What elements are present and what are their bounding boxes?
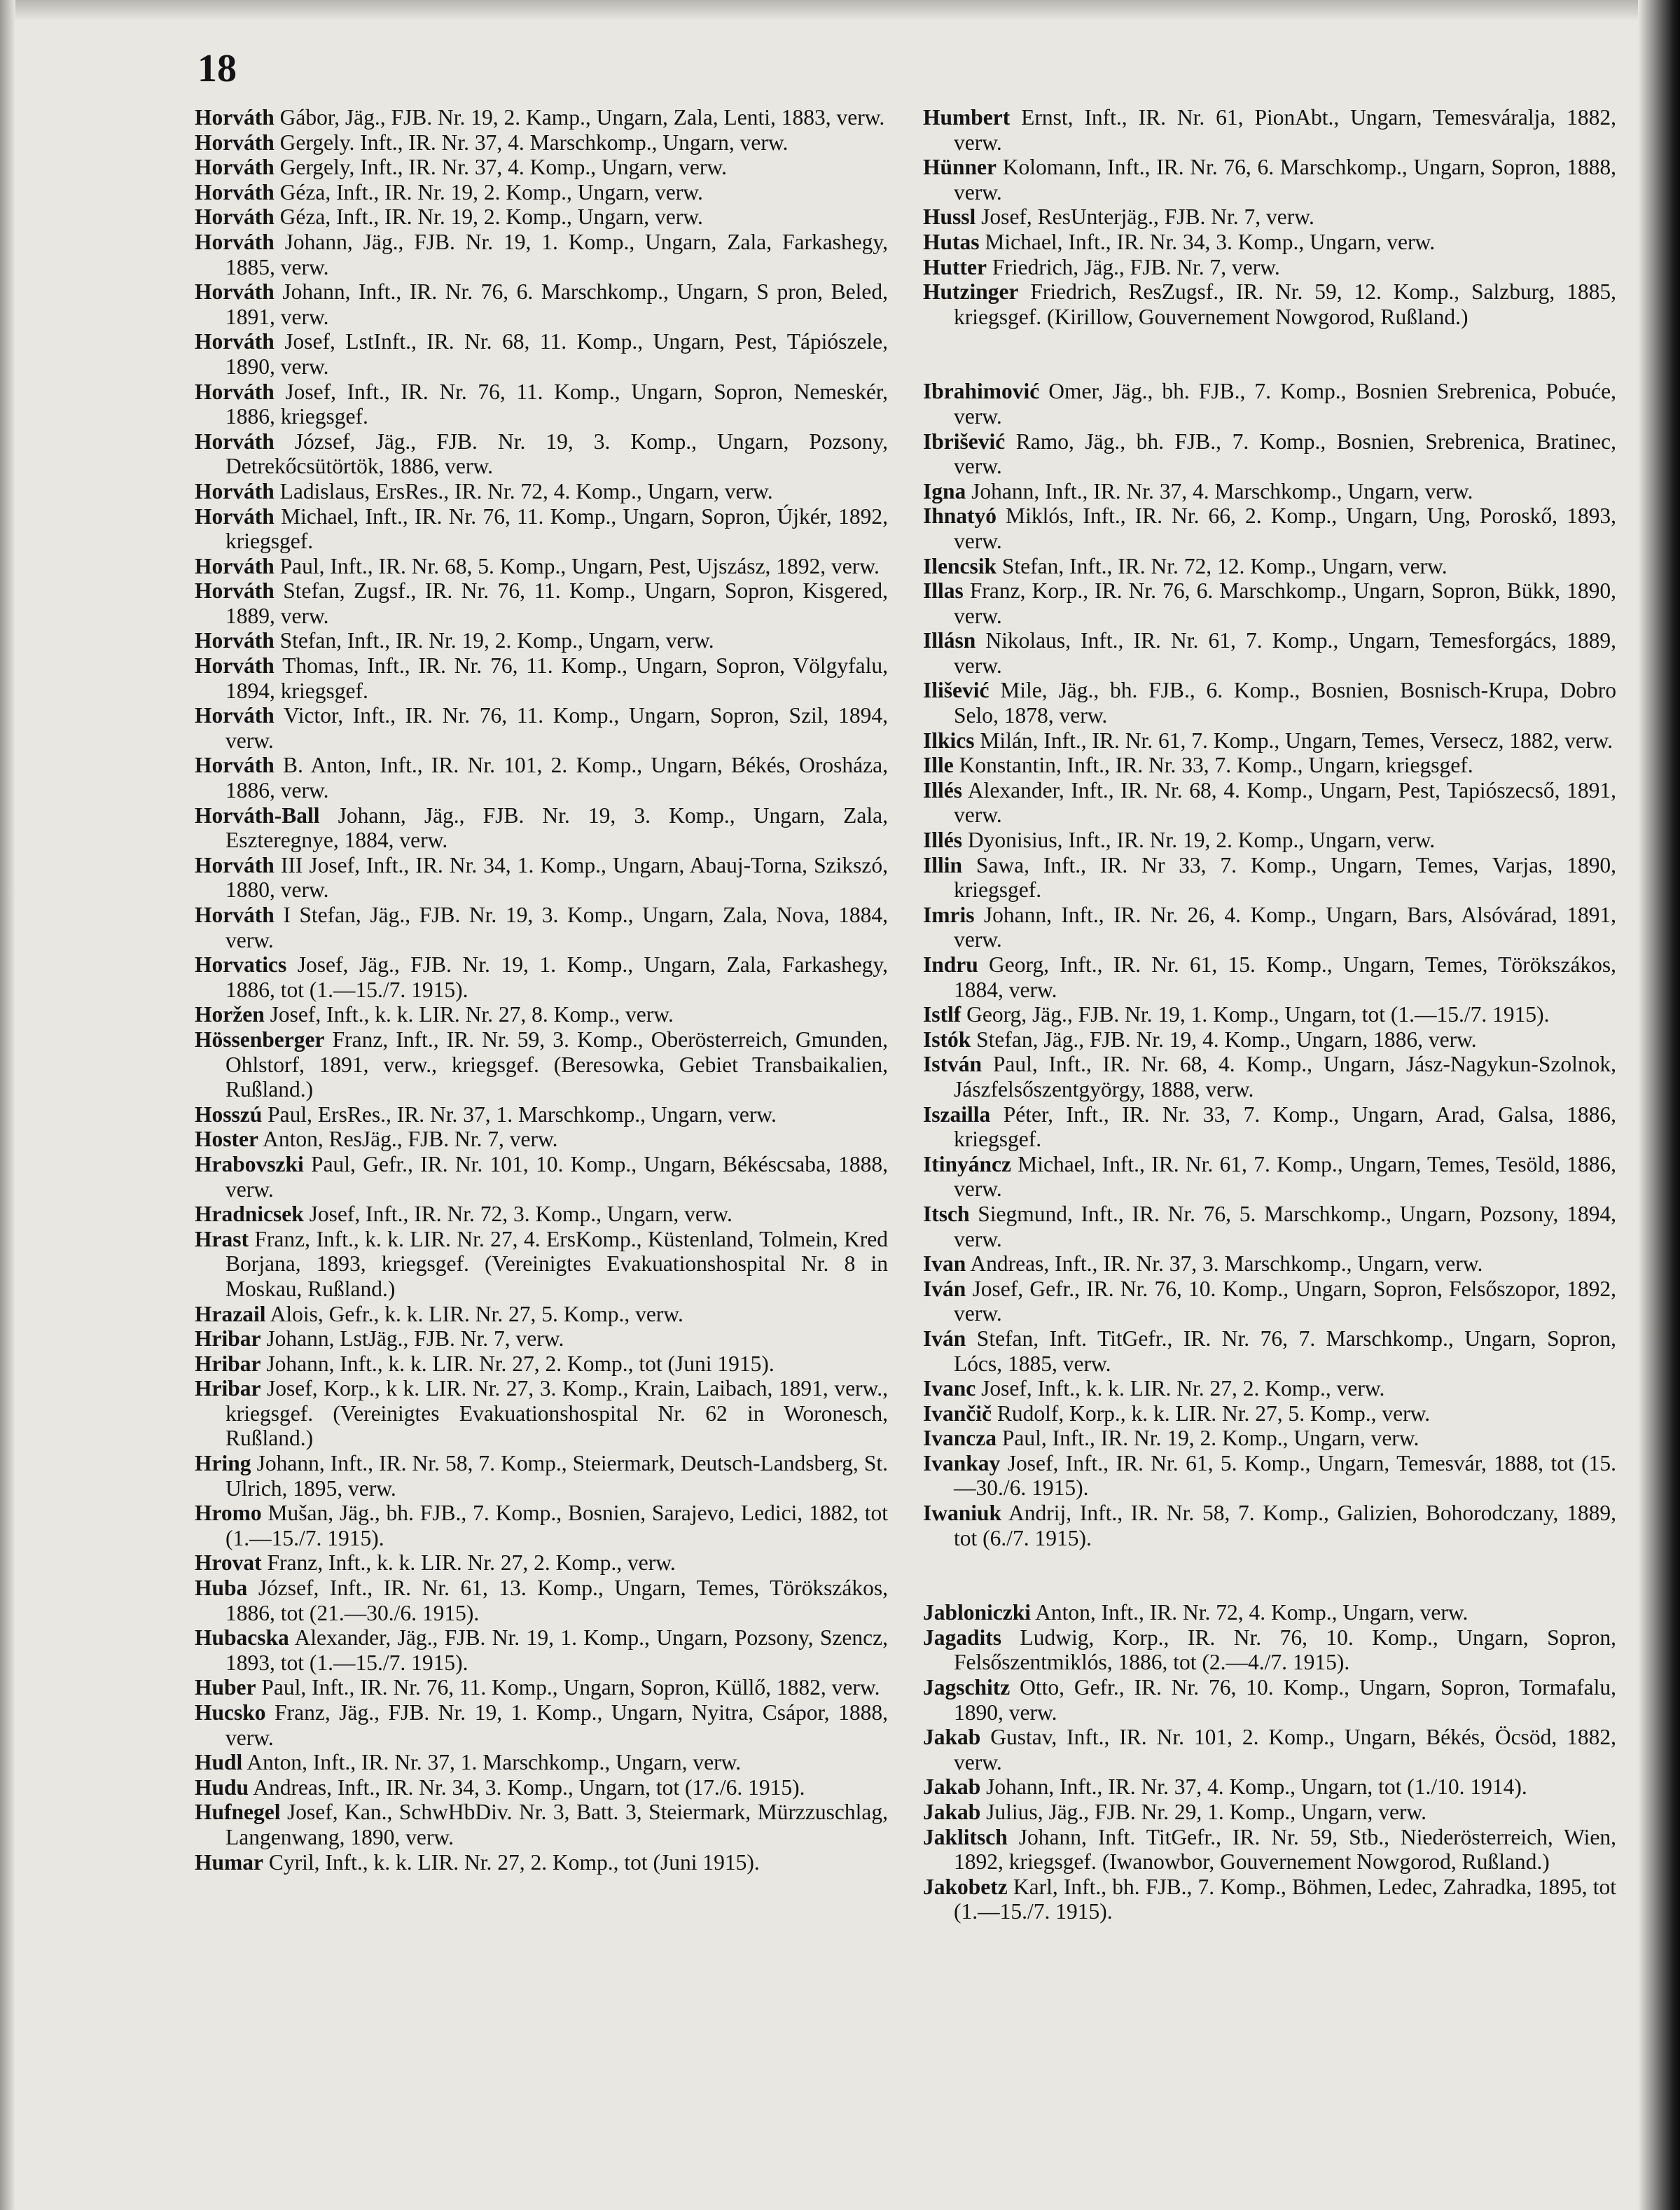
list-entry: [195, 380, 888, 429]
entry-details: Friedrich, ResZugsf., IR. Nr. 59, 12. Komp., Salzburg, 1885, kriegsgef. (Kirillow, Gouvernement Nowgorod, Rußland.): [954, 279, 1616, 329]
list-entry: [923, 279, 1616, 329]
section-gap: [923, 329, 1616, 379]
list-entry: [195, 578, 888, 628]
list-entry: [923, 1875, 1616, 1924]
list-entry: [923, 1326, 1616, 1376]
entry-surname: Iszailla: [923, 1101, 991, 1127]
list-entry: [923, 479, 1616, 504]
list-entry: [195, 1102, 888, 1127]
list-entry: [195, 753, 888, 802]
entry-surname: Ivan: [923, 1251, 966, 1277]
entry-details: Johann, Inft. TitGefr., IR. Nr. 59, Stb., Niederösterreich, Wien, 1892, kriegsgef. (Iwanowbor, Gouvernement Nowgorod, Rußland.): [954, 1824, 1616, 1875]
entry-details: Michael, Inft., IR. Nr. 34, 3. Komp., Ungarn, verw.: [979, 229, 1436, 254]
entry-details: Victor, Inft., IR. Nr. 76, 11. Komp., Ungarn, Sopron, Szil, 1894, verw.: [225, 703, 888, 753]
entry-details: Ladislaus, ErsRes., IR. Nr. 72, 4. Komp., Ungarn, verw.: [274, 478, 773, 503]
list-entry: [923, 1675, 1616, 1725]
entry-surname: Ibrišević: [923, 429, 1006, 454]
list-entry: [195, 628, 888, 653]
list-entry: [195, 504, 888, 554]
entry-details: Péter, Inft., IR. Nr. 33, 7. Komp., Ungarn, Arad, Galsa, 1886, kriegsgef.: [954, 1101, 1616, 1152]
entry-details: Paul, ErsRes., IR. Nr. 37, 1. Marschkomp., Ungarn, verw.: [262, 1101, 777, 1127]
entry-surname: Hössenberger: [195, 1027, 325, 1052]
entry-details: Karl, Inft., bh. FJB., 7. Komp., Böhmen, Ledec, Zahradka, 1895, tot (1.—15./7. 1915).: [954, 1874, 1616, 1924]
list-entry: [195, 653, 888, 703]
scan-shadow-right: [1638, 0, 1680, 2210]
entry-details: Franz, Jäg., FJB. Nr. 19, 1. Komp., Ungarn, Nyitra, Csápor, 1888, verw.: [225, 1700, 888, 1750]
list-entry: [923, 204, 1616, 230]
list-entry: [923, 1426, 1616, 1451]
entry-details: Mile, Jäg., bh. FJB., 6. Komp., Bosnien, Bosnisch-Krupa, Dobro Selo, 1878, verw.: [954, 678, 1616, 728]
list-entry: [195, 204, 888, 230]
entry-surname: Humbert: [923, 105, 1011, 130]
entry-details: Gábor, Jäg., FJB. Nr. 19, 2. Kamp., Ungarn, Zala, Lenti, 1883, verw.: [274, 105, 885, 130]
list-entry: [195, 130, 888, 155]
entry-details: Omer, Jäg., bh. FJB., 7. Komp., Bosnien Srebrenica, Pobuće, verw.: [954, 379, 1616, 429]
entry-surname: Horváth: [195, 105, 275, 130]
list-entry: [195, 703, 888, 753]
entry-details: Alexander, Inft., IR. Nr. 68, 4. Komp., Ungarn, Pest, Tapiószecső, 1891, verw.: [954, 777, 1616, 828]
list-entry: [923, 155, 1616, 204]
page-number: 18: [197, 47, 237, 90]
entry-surname: Horváth: [195, 553, 275, 578]
entry-details: József, Jäg., FJB. Nr. 19, 3. Komp., Ungarn, Pozsony, Detrekőcsütörtök, 1886, verw.: [225, 429, 888, 479]
entry-surname: Hosszú: [195, 1101, 263, 1127]
entry-details: B. Anton, Inft., IR. Nr. 101, 2. Komp., Ungarn, Békés, Orosháza, 1886, verw.: [225, 753, 888, 803]
entry-details: Johann, Inft., k. k. LIR. Nr. 27, 2. Komp., tot (Juni 1915).: [261, 1351, 775, 1376]
entry-details: Paul, Inft., IR. Nr. 68, 4. Komp., Ungarn, Jász-Nagykun-Szolnok, Jászfelsőszentgyörgy, 1888, verw.: [954, 1052, 1616, 1101]
entry-details: Franz, Inft., IR. Nr. 59, 3. Komp., Oberösterreich, Gmunden, Ohlstorf, 1891, verw., kriegsgef. (Beresowka, Gebiet Transbaikalien, Rußland.): [225, 1027, 888, 1102]
entry-surname: Horváth: [195, 279, 275, 305]
list-entry: [195, 230, 888, 279]
entry-surname: Horváth: [195, 628, 275, 653]
scan-shadow-left: [0, 0, 15, 2210]
entry-surname: Hudl: [195, 1750, 243, 1775]
list-entry: [195, 1775, 888, 1800]
entry-surname: Horváth: [195, 179, 275, 204]
entry-details: Johann, Inft., IR. Nr. 76, 6. Marschkomp., Ungarn, S pron, Beled, 1891, verw.: [225, 279, 888, 329]
list-entry: [195, 1625, 888, 1675]
entry-details: Miklós, Inft., IR. Nr. 66, 2. Komp., Ungarn, Ung, Poroskő, 1893, verw.: [954, 503, 1616, 553]
entry-surname: Huber: [195, 1675, 256, 1700]
entry-details: Stefan, Zugsf., IR. Nr. 76, 11. Komp., Ungarn, Sopron, Kisgered, 1889, verw.: [225, 578, 888, 628]
entry-details: Paul, Inft., IR. Nr. 19, 2. Komp., Ungarn, verw.: [997, 1426, 1419, 1451]
entry-surname: István: [923, 1052, 983, 1077]
list-entry: [923, 1774, 1616, 1800]
list-entry: [195, 1227, 888, 1302]
entry-details: Josef, Jäg., FJB. Nr. 19, 1. Komp., Ungarn, Zala, Farkashegy, 1886, tot (1.—15./7. 1915).: [225, 952, 888, 1002]
list-entry: [195, 1850, 888, 1875]
entry-details: Josef, Inft., k. k. LIR. Nr. 27, 2. Komp., verw.: [976, 1376, 1385, 1401]
entry-surname: Hrovat: [195, 1550, 262, 1576]
list-entry: [195, 1700, 888, 1750]
entry-details: Michael, Inft., IR. Nr. 61, 7. Komp., Ungarn, Temes, Tesöld, 1886, verw.: [954, 1151, 1616, 1202]
list-entry: [923, 1202, 1616, 1251]
entry-surname: Horžen: [195, 1002, 265, 1027]
entry-surname: Hutzinger: [923, 279, 1019, 305]
list-entry: [923, 728, 1616, 753]
list-entry: [923, 503, 1616, 553]
entry-details: Dyonisius, Inft., IR. Nr. 19, 2. Komp., Ungarn, verw.: [962, 828, 1436, 853]
entry-details: Georg, Jäg., FJB. Nr. 19, 1. Komp., Ungarn, tot (1.—15./7. 1915).: [961, 1002, 1550, 1027]
entry-surname: Horváth: [195, 753, 275, 778]
entry-details: Stefan, Inft. TitGefr., IR. Nr. 76, 7. Marschkomp., Ungarn, Sopron, Lócs, 1885, verw.: [954, 1326, 1616, 1376]
entry-surname: Hrabovszki: [195, 1151, 304, 1176]
entry-surname: Istók: [923, 1027, 971, 1052]
entry-surname: Ivanc: [923, 1376, 976, 1401]
list-entry: [195, 1002, 888, 1027]
list-entry: [923, 1625, 1616, 1675]
entry-surname: Ivankay: [923, 1450, 1001, 1475]
entry-details: Johann, Jäg., FJB. Nr. 19, 3. Komp., Ungarn, Zala, Eszteregnye, 1884, verw.: [225, 802, 888, 853]
entry-details: Franz, Inft., k. k. LIR. Nr. 27, 2. Komp., verw.: [261, 1550, 676, 1576]
list-entry: [923, 1825, 1616, 1875]
entry-details: Gergely. Inft., IR. Nr. 37, 4. Marschkomp., Ungarn, verw.: [274, 130, 789, 155]
entry-surname: Imris: [923, 902, 975, 927]
entry-details: Andreas, Inft., IR. Nr. 34, 3. Komp., Ungarn, tot (17./6. 1915).: [249, 1774, 805, 1800]
entry-details: Josef, Inft., IR. Nr. 61, 5. Komp., Ungarn, Temesvár, 1888, tot (15.—30./6. 1915).: [954, 1450, 1616, 1501]
list-entry: [923, 1451, 1616, 1501]
entry-surname: Horváth-Ball: [195, 802, 320, 828]
left-column: [195, 105, 888, 1875]
entry-surname: Ihnatyó: [923, 503, 997, 529]
entry-surname: Ivancza: [923, 1426, 997, 1451]
entry-details: Ernst, Inft., IR. Nr. 61, PionAbt., Ungarn, Temesváralja, 1882, verw.: [954, 105, 1616, 155]
list-entry: [195, 1302, 888, 1327]
entry-surname: Ilišević: [923, 678, 990, 703]
entry-surname: Hucsko: [195, 1700, 266, 1725]
entry-surname: Ivančič: [923, 1401, 992, 1426]
entry-details: Josef, LstInft., IR. Nr. 68, 11. Komp., Ungarn, Pest, Tápiószele, 1890, verw.: [225, 329, 888, 379]
entry-surname: Humar: [195, 1849, 263, 1875]
entry-surname: Istlf: [923, 1002, 962, 1027]
entry-surname: Ille: [923, 753, 954, 778]
entry-surname: Illásn: [923, 628, 976, 653]
entry-surname: Horváth: [195, 429, 275, 454]
list-entry: [923, 628, 1616, 678]
list-entry: [923, 828, 1616, 853]
list-entry: [923, 578, 1616, 628]
entry-surname: Jakobetz: [923, 1874, 1008, 1899]
entry-details: Anton, ResJäg., FJB. Nr. 7, verw.: [258, 1127, 558, 1152]
entry-surname: Iwaniuk: [923, 1501, 1002, 1526]
entry-surname: Hutas: [923, 229, 980, 254]
entry-details: Cyril, Inft., k. k. LIR. Nr. 27, 2. Komp., tot (Juni 1915).: [263, 1849, 760, 1875]
list-entry: [923, 1501, 1616, 1550]
list-entry: [923, 379, 1616, 429]
list-entry: [923, 255, 1616, 280]
entry-surname: Hudu: [195, 1774, 249, 1800]
list-entry: [923, 429, 1616, 479]
entry-surname: Huba: [195, 1576, 248, 1601]
entry-details: Otto, Gefr., IR. Nr. 76, 10. Komp., Ungarn, Sopron, Tormafalu, 1890, verw.: [954, 1675, 1616, 1725]
entry-surname: Hutter: [923, 254, 987, 279]
list-entry: [195, 1376, 888, 1451]
list-entry: [195, 279, 888, 329]
list-entry: [923, 1800, 1616, 1825]
list-entry: [195, 803, 888, 853]
entry-details: Ludwig, Korp., IR. Nr. 76, 10. Komp., Ungarn, Sopron, Felsőszentmiklós, 1886, tot (2.—4./7. 1915).: [954, 1625, 1616, 1675]
entry-surname: Jagschitz: [923, 1675, 1011, 1700]
list-entry: [195, 1127, 888, 1152]
entry-surname: Horvatics: [195, 952, 287, 978]
entry-details: Johann, Inft., IR. Nr. 26, 4. Komp., Ungarn, Bars, Alsóvárad, 1891, verw.: [954, 902, 1616, 952]
entry-details: József, Inft., IR. Nr. 61, 13. Komp., Ungarn, Temes, Törökszákos, 1886, tot (21.—30./6. 1915).: [225, 1576, 888, 1625]
entry-surname: Jakab: [923, 1725, 981, 1750]
entry-surname: Horváth: [195, 379, 275, 404]
list-entry: [195, 952, 888, 1002]
entry-details: Konstantin, Inft., IR. Nr. 33, 7. Komp., Ungarn, kriegsgef.: [953, 753, 1473, 778]
list-entry: [195, 1800, 888, 1849]
entry-details: Mušan, Jäg., bh. FJB., 7. Komp., Bosnien, Sarajevo, Ledici, 1882, tot (1.—15./7. 1915).: [225, 1501, 888, 1550]
entry-surname: Hring: [195, 1451, 251, 1476]
entry-details: Milán, Inft., IR. Nr. 61, 7. Komp., Ungarn, Temes, Versecz, 1882, verw.: [974, 728, 1613, 753]
entry-surname: Jaklitsch: [923, 1824, 1008, 1849]
entry-details: Josef, Korp., k k. LIR. Nr. 27, 3. Komp., Krain, Laibach, 1891, verw., kriegsgef. (Vereinigtes Evakuationshospital Nr. 62 in Woronesch, Rußland.): [225, 1376, 888, 1451]
entry-surname: Indru: [923, 952, 978, 977]
entry-details: Kolomann, Inft., IR. Nr. 76, 6. Marschkomp., Ungarn, Sopron, 1888, verw.: [954, 155, 1616, 204]
scan-shadow-top: [0, 0, 1680, 21]
entry-surname: Horváth: [195, 130, 275, 155]
list-entry: [923, 952, 1616, 1002]
entry-surname: Jakab: [923, 1800, 981, 1824]
entry-surname: Itsch: [923, 1201, 970, 1226]
entry-surname: Hussl: [923, 204, 976, 230]
list-entry: [923, 1002, 1616, 1027]
entry-surname: Horváth: [195, 478, 275, 503]
list-entry: [195, 903, 888, 952]
entry-details: Josef, Inft., IR. Nr. 76, 11. Komp., Ungarn, Sopron, Nemeskér, 1886, kriegsgef.: [225, 379, 888, 429]
entry-surname: Jakab: [923, 1774, 981, 1800]
entry-surname: Itinyáncz: [923, 1151, 1011, 1176]
entry-surname: Horváth: [195, 852, 275, 877]
entry-surname: Hribar: [195, 1376, 261, 1401]
entry-surname: Ibrahimović: [923, 379, 1040, 404]
entry-details: Anton, Inft., IR. Nr. 37, 1. Marschkomp., Ungarn, verw.: [242, 1750, 742, 1775]
entry-details: Johann, Inft., IR. Nr. 37, 4. Marschkomp., Ungarn, verw.: [966, 478, 1473, 503]
entry-details: Josef, Inft., k. k. LIR. Nr. 27, 8. Komp., verw.: [264, 1002, 674, 1027]
entry-surname: Illas: [923, 578, 964, 604]
list-entry: [923, 1277, 1616, 1326]
list-entry: [923, 678, 1616, 728]
right-column: [923, 105, 1616, 1924]
list-entry: [195, 554, 888, 579]
list-entry: [923, 1600, 1616, 1625]
list-entry: [195, 105, 888, 130]
entry-surname: Iván: [923, 1276, 966, 1301]
entry-surname: Hrazail: [195, 1301, 266, 1326]
list-entry: [195, 1351, 888, 1377]
entry-details: Géza, Inft., IR. Nr. 19, 2. Komp., Ungarn, verw.: [274, 204, 703, 230]
list-entry: [923, 554, 1616, 579]
entry-details: Georg, Inft., IR. Nr. 61, 15. Komp., Ungarn, Temes, Törökszákos, 1884, verw.: [954, 952, 1616, 1002]
entry-surname: Horváth: [195, 503, 275, 529]
list-entry: [923, 230, 1616, 255]
entry-surname: Horváth: [195, 703, 275, 728]
list-entry: [195, 1576, 888, 1625]
entry-details: Friedrich, Jäg., FJB. Nr. 7, verw.: [986, 254, 1280, 279]
entry-details: Siegmund, Inft., IR. Nr. 76, 5. Marschkomp., Ungarn, Pozsony, 1894, verw.: [954, 1201, 1616, 1251]
entry-details: Alexander, Jäg., FJB. Nr. 19, 1. Komp., Ungarn, Pozsony, Szencz, 1893, tot (1.—15./7. 1915).: [225, 1625, 888, 1675]
entry-surname: Jagadits: [923, 1625, 1002, 1650]
list-entry: [923, 1152, 1616, 1202]
entry-details: Stefan, Inft., IR. Nr. 19, 2. Komp., Ungarn, verw.: [274, 628, 714, 653]
section-gap: [923, 1550, 1616, 1600]
list-entry: [923, 105, 1616, 155]
list-entry: [195, 1326, 888, 1351]
list-entry: [195, 180, 888, 205]
entry-details: Alois, Gefr., k. k. LIR. Nr. 27, 5. Komp., verw.: [265, 1301, 683, 1326]
entry-details: Josef, Inft., IR. Nr. 72, 3. Komp., Ungarn, verw.: [303, 1202, 733, 1227]
list-entry: [923, 1027, 1616, 1052]
entry-surname: Horváth: [195, 229, 275, 254]
list-entry: [195, 1501, 888, 1550]
entry-surname: Ilencsik: [923, 553, 997, 578]
entry-surname: Igna: [923, 478, 966, 503]
entry-details: Andrij, Inft., IR. Nr. 58, 7. Komp., Galizien, Bohorodczany, 1889, tot (6./7. 1915).: [954, 1501, 1616, 1550]
entry-details: Stefan, Jäg., FJB. Nr. 19, 4. Komp., Ungarn, 1886, verw.: [971, 1027, 1477, 1052]
entry-surname: Horváth: [195, 653, 275, 679]
list-entry: [195, 155, 888, 180]
list-entry: [923, 1052, 1616, 1101]
entry-surname: Illin: [923, 852, 963, 877]
entry-details: Rudolf, Korp., k. k. LIR. Nr. 27, 5. Komp., verw.: [992, 1401, 1431, 1426]
entry-details: Franz, Inft., k. k. LIR. Nr. 27, 4. ErsKomp., Küstenland, Tolmein, Kred Borjana, 1893, kriegsgef. (Vereinigtes Evakuationshospital Nr. 8 in Moskau, Rußland.): [225, 1226, 888, 1301]
entry-surname: Hünner: [923, 155, 997, 180]
list-entry: [923, 753, 1616, 778]
entry-surname: Horváth: [195, 903, 275, 927]
entry-surname: Hradnicsek: [195, 1202, 304, 1227]
entry-surname: Illés: [923, 777, 963, 802]
entry-details: Josef, ResUnterjäg., FJB. Nr. 7, verw.: [976, 204, 1314, 230]
entry-details: Andreas, Inft., IR. Nr. 37, 3. Marschkomp., Ungarn, verw.: [966, 1251, 1483, 1277]
list-entry: [195, 1550, 888, 1576]
entry-details: Gergely, Inft., IR. Nr. 37, 4. Komp., Ungarn, verw.: [274, 155, 727, 180]
entry-details: Johann, Jäg., FJB. Nr. 19, 1. Komp., Ungarn, Zala, Farkashegy, 1885, verw.: [225, 229, 888, 279]
entry-details: Michael, Inft., IR. Nr. 76, 11. Komp., Ungarn, Sopron, Újkér, 1892, kriegsgef.: [225, 503, 888, 554]
list-entry: [923, 1376, 1616, 1401]
entry-surname: Horváth: [195, 155, 275, 180]
entry-details: Anton, Inft., IR. Nr. 72, 4. Komp., Ungarn, verw.: [1031, 1600, 1469, 1625]
entry-details: Julius, Jäg., FJB. Nr. 29, 1. Komp., Ungarn, verw.: [980, 1800, 1426, 1824]
entry-details: Johann, Inft., IR. Nr. 37, 4. Komp., Ungarn, tot (1./10. 1914).: [980, 1774, 1527, 1800]
list-entry: [923, 853, 1616, 903]
entry-details: Johann, Inft., IR. Nr. 58, 7. Komp., Steiermark, Deutsch-Landsberg, St. Ulrich, 1895, verw.: [225, 1451, 888, 1501]
list-entry: [195, 429, 888, 479]
list-entry: [923, 778, 1616, 828]
entry-details: Thomas, Inft., IR. Nr. 76, 11. Komp., Ungarn, Sopron, Völgyfalu, 1894, kriegsgef.: [225, 653, 888, 703]
entry-details: III Josef, Inft., IR. Nr. 34, 1. Komp., Ungarn, Abauj-Torna, Szikszó, 1880, verw.: [225, 852, 888, 903]
list-entry: [923, 1251, 1616, 1277]
entry-details: Josef, Kan., SchwHbDiv. Nr. 3, Batt. 3, Steiermark, Mürzzuschlag, Langenwang, 1890, verw.: [225, 1800, 888, 1849]
entry-details: Stefan, Inft., IR. Nr. 72, 12. Komp., Ungarn, verw.: [997, 553, 1448, 578]
entry-details: Paul, Inft., IR. Nr. 68, 5. Komp., Ungarn, Pest, Ujszász, 1892, verw.: [274, 553, 880, 578]
list-entry: [195, 1027, 888, 1102]
entry-details: Ramo, Jäg., bh. FJB., 7. Komp., Bosnien, Srebrenica, Bratinec, verw.: [954, 429, 1616, 479]
list-entry: [195, 1202, 888, 1227]
list-entry: [195, 479, 888, 504]
entry-surname: Jabloniczki: [923, 1600, 1032, 1625]
entry-details: Gustav, Inft., IR. Nr. 101, 2. Komp., Ungarn, Békés, Öcsöd, 1882, verw.: [954, 1725, 1616, 1774]
entry-surname: Hribar: [195, 1326, 261, 1351]
entry-details: Sawa, Inft., IR. Nr 33, 7. Komp., Ungarn, Temes, Varjas, 1890, kriegsgef.: [954, 852, 1616, 903]
entry-details: Paul, Inft., IR. Nr. 76, 11. Komp., Ungarn, Sopron, Küllő, 1882, verw.: [256, 1675, 880, 1700]
list-entry: [195, 329, 888, 379]
list-entry: [195, 1152, 888, 1202]
entry-surname: Hrast: [195, 1226, 249, 1251]
entry-details: Josef, Gefr., IR. Nr. 76, 10. Komp., Ungarn, Sopron, Felsőszopor, 1892, verw.: [954, 1276, 1616, 1326]
entry-surname: Ilkics: [923, 728, 975, 753]
list-entry: [195, 1750, 888, 1775]
entry-surname: Hromo: [195, 1501, 262, 1526]
list-entry: [195, 853, 888, 903]
entry-details: Johann, LstJäg., FJB. Nr. 7, verw.: [261, 1326, 564, 1351]
entry-surname: Hribar: [195, 1351, 261, 1376]
list-entry: [923, 1725, 1616, 1774]
entry-details: Franz, Korp., IR. Nr. 76, 6. Marschkomp., Ungarn, Sopron, Bükk, 1890, verw.: [954, 578, 1616, 628]
entry-surname: Iván: [923, 1326, 966, 1351]
entry-details: Nikolaus, Inft., IR. Nr. 61, 7. Komp., Ungarn, Temesforgács, 1889, verw.: [954, 628, 1616, 678]
list-entry: [195, 1675, 888, 1700]
entry-details: Paul, Gefr., IR. Nr. 101, 10. Komp., Ungarn, Békéscsaba, 1888, verw.: [225, 1151, 888, 1202]
entry-surname: Hubacska: [195, 1625, 289, 1650]
entry-details: I Stefan, Jäg., FJB. Nr. 19, 3. Komp., Ungarn, Zala, Nova, 1884, verw.: [225, 903, 888, 952]
list-entry: [923, 1401, 1616, 1426]
entry-surname: Horváth: [195, 329, 275, 354]
entry-surname: Horváth: [195, 578, 275, 604]
entry-details: Géza, Inft., IR. Nr. 19, 2. Komp., Ungarn, verw.: [274, 179, 703, 204]
entry-surname: Hoster: [195, 1127, 258, 1152]
entry-surname: Horváth: [195, 204, 275, 230]
list-entry: [923, 1102, 1616, 1152]
entry-surname: Hufnegel: [195, 1800, 281, 1825]
list-entry: [195, 1451, 888, 1501]
list-entry: [923, 903, 1616, 952]
entry-surname: Illés: [923, 828, 963, 853]
